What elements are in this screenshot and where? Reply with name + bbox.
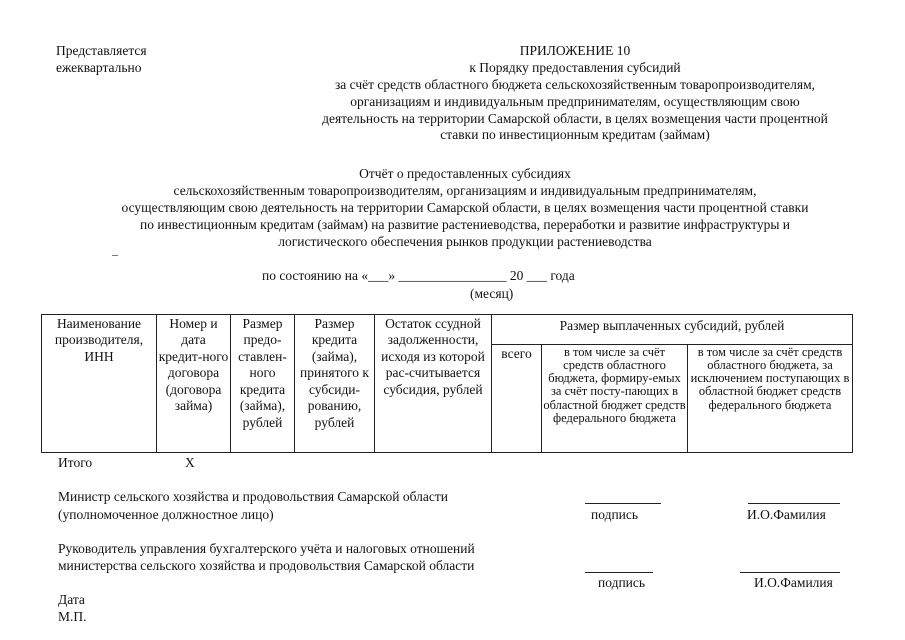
stray-dash [112, 255, 118, 256]
minister-subtitle: (уполномоченное должностное лицо) [58, 507, 274, 522]
minister-title: Министр сельского хозяйства и продовольствия Самарской области [58, 489, 448, 504]
month-label: (месяц) [470, 286, 514, 301]
minister-name-label: И.О.Фамилия [747, 507, 826, 522]
date-label: Дата [58, 592, 85, 607]
report-line: по инвестиционным кредитам (займам) на развитие растениеводства, переработки и развитие инфраструктуры и [140, 217, 790, 232]
subsidy-table [41, 314, 853, 453]
col-contract-header: Номер и дата кредит-ного договора (договора займа) [157, 315, 231, 453]
appendix-title: ПРИЛОЖЕНИЕ 10 [519, 43, 631, 58]
head-title: Руководитель управления бухгалтерского учёта и налоговых отношений [58, 541, 475, 556]
appendix-line: ставки по инвестиционным кредитам (займам) [440, 127, 710, 143]
report-line: осуществляющим свою деятельность на территории Самарской области, в целях возмещения части процентной ставки [121, 200, 809, 215]
total-label: Итого [58, 455, 93, 470]
col-total-header: всего [492, 345, 542, 453]
head-name-line [740, 572, 840, 573]
head-signature-label: подпись [598, 575, 646, 590]
head-signature-line [585, 572, 653, 573]
as-of-date-line: по состоянию на «___» ________________ 20 ___ года [262, 268, 575, 283]
col-federal-share-header: в том числе за счёт средств областного бюджета, формиру-емых за счёт посту-пающих в областной бюджет средств федерального бюджета [542, 345, 688, 453]
col-paid-subsidies-header: Размер выплаченных субсидий, рублей [492, 315, 853, 345]
frequency-line-2: ежеквартально [56, 60, 142, 75]
minister-signature-line [585, 503, 661, 504]
minister-name-line [748, 503, 840, 504]
col-regional-share-header: в том числе за счёт средств областного бюджета, за исключением поступающих в областной бюджет средств федерального бюджета [688, 345, 853, 453]
minister-signature-label: подпись [591, 507, 639, 522]
report-line: сельскохозяйственным товаропроизводителям, организациям и индивидуальным предпринимателям, [173, 183, 757, 198]
col-producer-header: Наименование производителя, ИНН [42, 315, 157, 453]
report-line: логистического обеспечения рынков продукции растениеводства [278, 234, 652, 249]
appendix-line: деятельность на территории Самарской области, в целях возмещения части процентной [322, 110, 828, 126]
col-subsidized-credit-header: Размер кредита (займа), принятого к субсиди-рованию, рублей [295, 315, 375, 453]
total-x-mark: Х [185, 455, 195, 470]
stamp-label: М.П. [58, 609, 87, 624]
appendix-line: за счёт средств областного бюджета сельскохозяйственным товаропроизводителям, [334, 76, 816, 92]
appendix-line: организациям и индивидуальным предпринимателям, осуществляющим свою [350, 93, 800, 109]
report-title: Отчёт о предоставленных субсидиях [359, 166, 571, 181]
col-credit-size-header: Размер предо-ставлен-ного кредита (займа), рублей [231, 315, 295, 453]
report-title-block [40, 165, 890, 250]
head-name-label: И.О.Фамилия [754, 575, 833, 590]
col-outstanding-debt-header: Остаток ссудной задолженности, исходя из которой рас-считывается субсидия, рублей [375, 315, 492, 453]
head-subtitle: министерства сельского хозяйства и продовольствия Самарской области [58, 558, 475, 573]
appendix-block [280, 43, 870, 144]
appendix-line: к Порядку предоставления субсидий [469, 59, 681, 75]
frequency-line-1: Представляется [56, 43, 147, 58]
